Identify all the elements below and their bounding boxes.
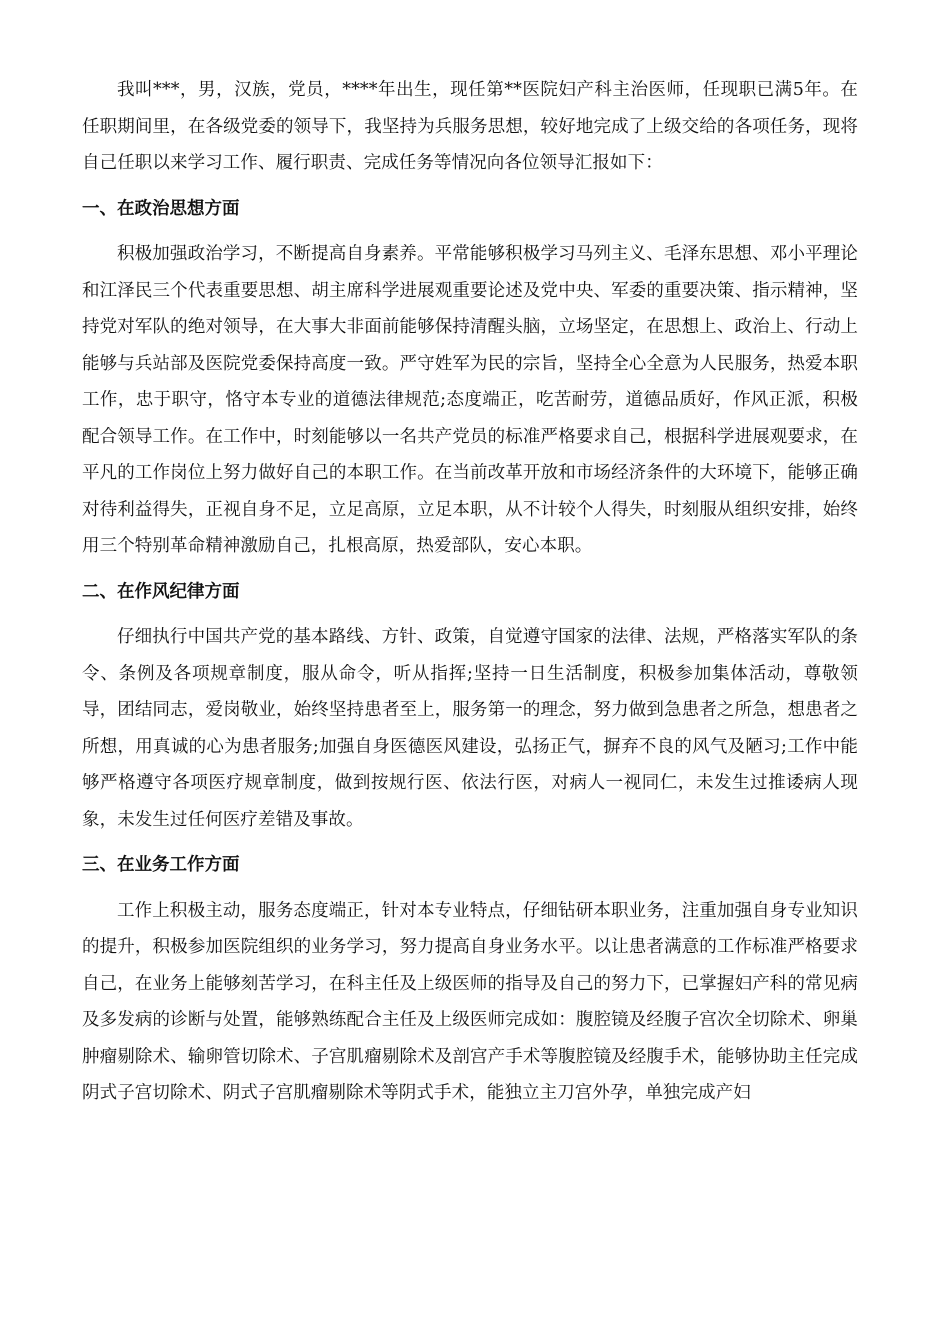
section-heading-professional: 三、在业务工作方面: [82, 855, 240, 875]
intro-paragraph: 我叫***，男，汉族，党员，****年出生，现任第**医院妇产科主治医师，任现职已满5年。在任职期间里，在各级党委的领导下，我坚持为兵服务思想，较好地完成了上级交给的各项任务，现将自己任职以来学习工作、履行职责、完成任务等情况向各位领导汇报如下：: [82, 80, 858, 173]
section-body-discipline: 仔细执行中国共产党的基本路线、方针、政策，自觉遵守国家的法律、法规，严格落实军队的条令、条例及各项规章制度，服从命令，听从指挥;坚持一日生活制度，积极参加集体活动，尊敬领导，团结同志，爱岗敬业，始终坚持患者至上，服务第一的理念，努力做到急患者之所急，想患者之所想，用真诚的心为患者服务;加强自身医德医风建设，弘扬正气，摒弃不良的风气及陋习;工作中能够严格遵守各项医疗规章制度，做到按规行医、依法行医，对病人一视同仁，未发生过推诿病人现象，未发生过任何医疗差错及事故。: [82, 627, 858, 830]
section-body-professional: 工作上积极主动，服务态度端正，针对本专业特点，仔细钻研本职业务，注重加强自身专业知识的提升，积极参加医院组织的业务学习，努力提高自身业务水平。以让患者满意的工作标准严格要求自己，在业务上能够刻苦学习，在科主任及上级医师的指导及自己的努力下，已掌握妇产科的常见病及多发病的诊断与处置，能够熟练配合主任及上级医师完成如：腹腔镜及经腹子宫次全切除术、卵巢肿瘤剔除术、输卵管切除术、子宫肌瘤剔除术及剖宫产手术等腹腔镜及经腹手术，能够协助主任完成阴式子宫切除术、阴式子宫肌瘤剔除术等阴式手术，能独立主刀宫外孕，单独完成产妇: [82, 900, 858, 1103]
section-body-political: 积极加强政治学习，不断提高自身素养。平常能够积极学习马列主义、毛泽东思想、邓小平理论和江泽民三个代表重要思想、胡主席科学进展观重要论述及党中央、军委的重要决策、指示精神，坚持党对军队的绝对领导，在大事大非面前能够保持清醒头脑，立场坚定，在思想上、政治上、行动上能够与兵站部及医院党委保持高度一致。严守姓军为民的宗旨，坚持全心全意为人民服务，热爱本职工作，忠于职守，恪守本专业的道德法律规范;态度端正，吃苦耐劳，道德品质好，作风正派，积极配合领导工作。在工作中，时刻能够以一名共产党员的标准严格要求自己，根据科学进展观要求，在平凡的工作岗位上努力做好自己的本职工作。在当前改革开放和市场经济条件的大环境下，能够正确对待利益得失，正视自身不足，立足高原，立足本职，从不计较个人得失，时刻服从组织安排，始终用三个特别革命精神激励自己，扎根高原，热爱部队，安心本职。: [82, 244, 858, 556]
section-heading-discipline: 二、在作风纪律方面: [82, 581, 240, 602]
section-heading-political: 一、在政治思想方面: [82, 198, 240, 219]
